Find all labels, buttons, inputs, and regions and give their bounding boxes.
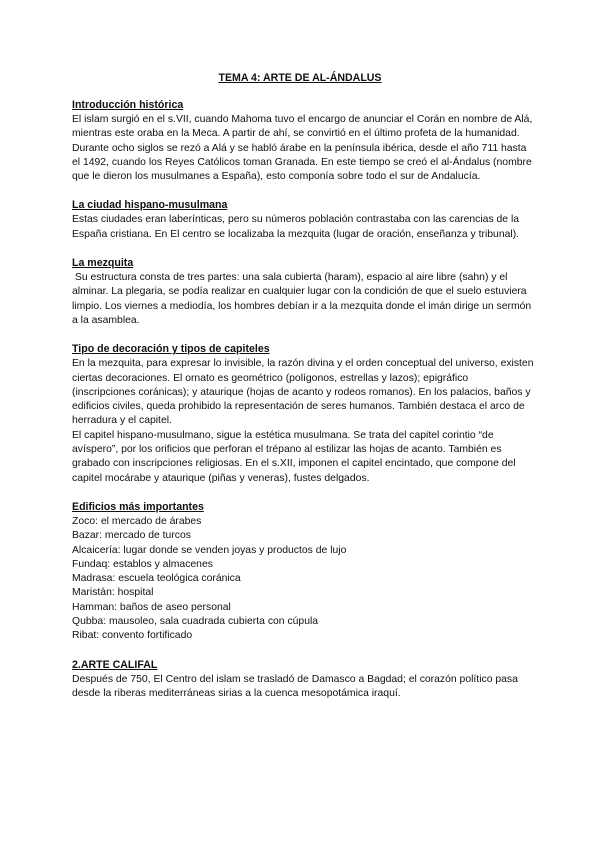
section-introduccion xyxy=(72,98,534,184)
paragraph: Después de 750, El Centro del islam se trasladó de Damasco a Bagdad; el corazón político pasa desde la riberas mediterráneas sirias a la cuenca mesopotámica iraquí. xyxy=(72,673,518,699)
section-arte-califal xyxy=(72,658,534,702)
document-body xyxy=(72,98,534,715)
list-item: Ribat: convento fortificado xyxy=(72,630,193,642)
paragraph: Su estructura consta de tres partes: una sala cubierta (haram), espacio al aire libre (sahn) y el alminar. La plegaria, se podía realizar en cualquier lugar con la condición de que el suelo estuviera limpio. Los viernes a mediodía, los hombres debían ir a la mezquita donde el imán dirige un sermón a la asamblea. xyxy=(72,272,535,326)
paragraph: El capitel hispano-musulmano, sigue la estética musulmana. Se trata del capitel corintio “de avíspero”, por los orificios que perforan el trépano al estilizar las hojas de acanto. También es grabado con inscripciones religiosas. En el s.XII, imponen el capitel encintado, que compone del capitel mocárabe y ataurique (piñas y veneras), fustes delgados. xyxy=(72,429,516,484)
list-item: Fundaq: establos y almacenes xyxy=(72,558,213,570)
paragraph: Estas ciudades eran laberínticas, pero su números población contrastaba con las carencias de la España cristiana. En El centro se localizaba la mezquita (lugar de oración, enseñanza y tribunal). xyxy=(72,214,520,240)
section-mezquita xyxy=(72,256,534,328)
section-heading: La ciudad hispano-musulmana xyxy=(72,199,228,212)
section-decoracion xyxy=(72,342,534,486)
list-item: Madrasa: escuela teológica coránica xyxy=(72,573,241,585)
section-edificios xyxy=(72,500,534,644)
list-item: Bazar: mercado de turcos xyxy=(72,530,191,542)
list-item: Maristán: hospital xyxy=(72,587,154,599)
list-item: Alcaicería: lugar donde se venden joyas y productos de lujo xyxy=(72,544,347,556)
section-heading: Introducción histórica xyxy=(72,99,184,111)
section-ciudad xyxy=(72,198,534,242)
paragraph: En la mezquita, para expresar lo invisible, la razón divina y el orden conceptual del universo, existen ciertas decoraciones. El ornato es geométrico (polígonos, estrellas y lazos); epigráfico (inscripciones coránicas); y ataurique (hojas de acanto y rodeos romanos). En los palacios, baños y edificios civiles, queda prohibido la representación de seres humanos. También destaca el arco de herradura y el capitel. xyxy=(72,358,534,427)
list-item: Hamman: baños de aseo personal xyxy=(72,601,231,613)
section-heading: Edificios más importantes xyxy=(72,500,204,513)
paragraph: El islam surgió en el s.VII, cuando Mahoma tuvo el encargo de anunciar el Corán en nombre de Alá, mientras este oraba en la Meca. A partir de ahí, se convirtió en el último profeta de la humanidad. xyxy=(72,114,533,140)
document-title: TEMA 4: ARTE DE AL-ÁNDALUS xyxy=(218,72,382,84)
section-heading: La mezquita xyxy=(72,257,134,270)
paragraph: Durante ocho siglos se rezó a Alá y se habló árabe en la península ibérica, desde el año 711 hasta el 1492, cuando los Reyes Católicos toman Granada. En este tiempo se creó el al-Ándalus (nombre que le dieron los musulmanes a España), esto componía sobre todo el sur de Andalucía. xyxy=(72,142,532,183)
section-heading: Tipo de decoración y tipos de capiteles xyxy=(72,343,270,356)
list-item: Zoco: el mercado de árabes xyxy=(72,515,202,527)
list-item: Qubba: mausoleo, sala cuadrada cubierta con cúpula xyxy=(72,616,319,628)
section-heading: 2.ARTE CALIFAL xyxy=(72,658,158,671)
